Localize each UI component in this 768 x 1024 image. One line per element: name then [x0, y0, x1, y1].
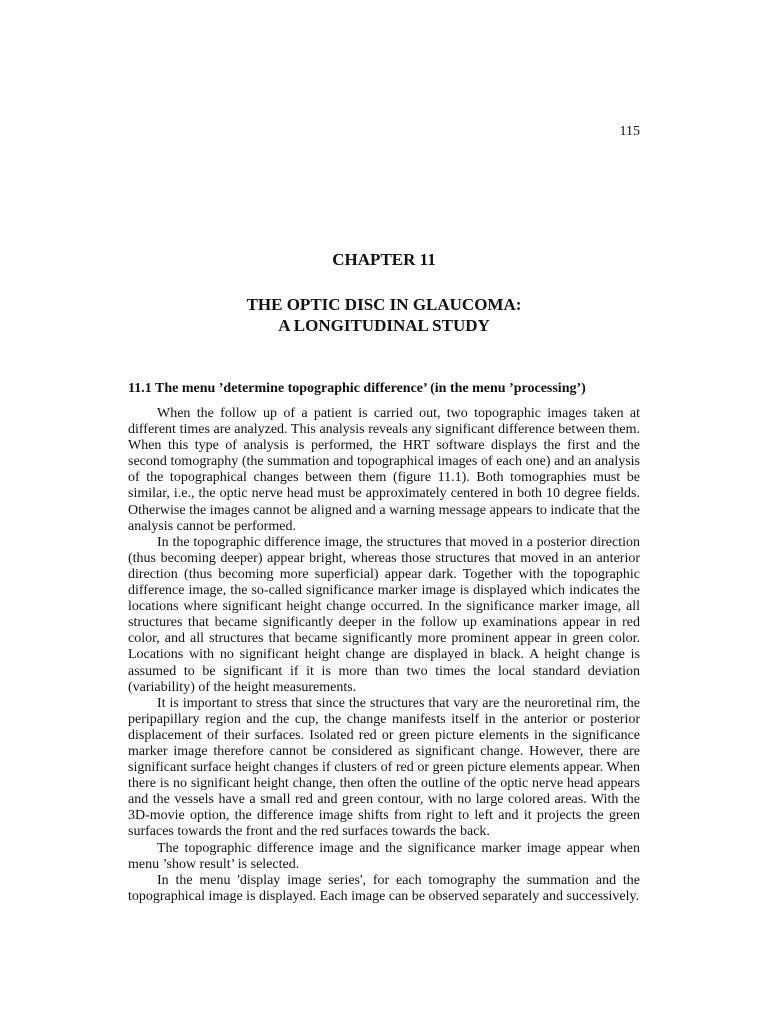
paragraph: When the follow up of a patient is carried out, two topographic images taken at different times are analyzed. This analysis reveals any significant difference between them. When this type of analysis is performed, the HRT software displays the first and the second tomography (the summation and topographical images of each one) and an analysis of the topographical changes between them (figure 11.1). Both tomographies must be similar, i.e., the optic nerve head must be approximately centered in both 10 degree fields. Otherwise the images cannot be aligned and a warning message appears to indicate that the analysis cannot be performed. [128, 406, 640, 534]
paragraph: In the menu 'display image series', for each tomography the summation and the topographical image is displayed. Each image can be observed separately and successively. [128, 872, 640, 904]
body-text [128, 406, 640, 905]
paragraph: The topographic difference image and the significance marker image appear when menu ’show result’ is selected. [128, 840, 640, 872]
paragraph: It is important to stress that since the structures that vary are the neuroretinal rim, the peripapillary region and the cup, the change manifests itself in the anterior or posterior displacement of their surfaces. Isolated red or green picture elements in the significance marker image therefore cannot be considered as significant change. However, there are significant surface height changes if clusters of red or green picture elements appear. When there is no significant height change, then often the outline of the optic nerve head appears and the vessels have a small red and green contour, with no large colored areas. With the 3D-movie option, the difference image shifts from right to left and it projects the green surfaces towards the front and the red surfaces towards the back. [128, 695, 640, 840]
section-heading: 11.1 The menu ’determine topographic difference’ (in the menu ’processing’) [128, 381, 586, 396]
chapter-title-line: A LONGITUDINAL STUDY [278, 316, 490, 335]
page-number: 115 [619, 124, 640, 139]
chapter-heading: CHAPTER 11 [332, 250, 436, 269]
paragraph: In the topographic difference image, the structures that moved in a posterior direction (thus becoming deeper) appear bright, whereas those structures that moved in an anterior direction (thus becoming more superficial) appear dark. Together with the topographic difference image, the so-called significance marker image is displayed which indicates the locations where significant height change occurred. In the significance marker image, all structures that became significantly deeper in the follow up examinations appear in red color, and all structures that became significantly more prominent appear in green color. Locations with no significant height change are displayed in black. A height change is assumed to be significant if it is more than two times the local standard deviation (variability) of the height measurements. [128, 534, 640, 695]
chapter-title-line: THE OPTIC DISC IN GLAUCOMA: [246, 295, 522, 314]
chapter-title [0, 294, 768, 336]
